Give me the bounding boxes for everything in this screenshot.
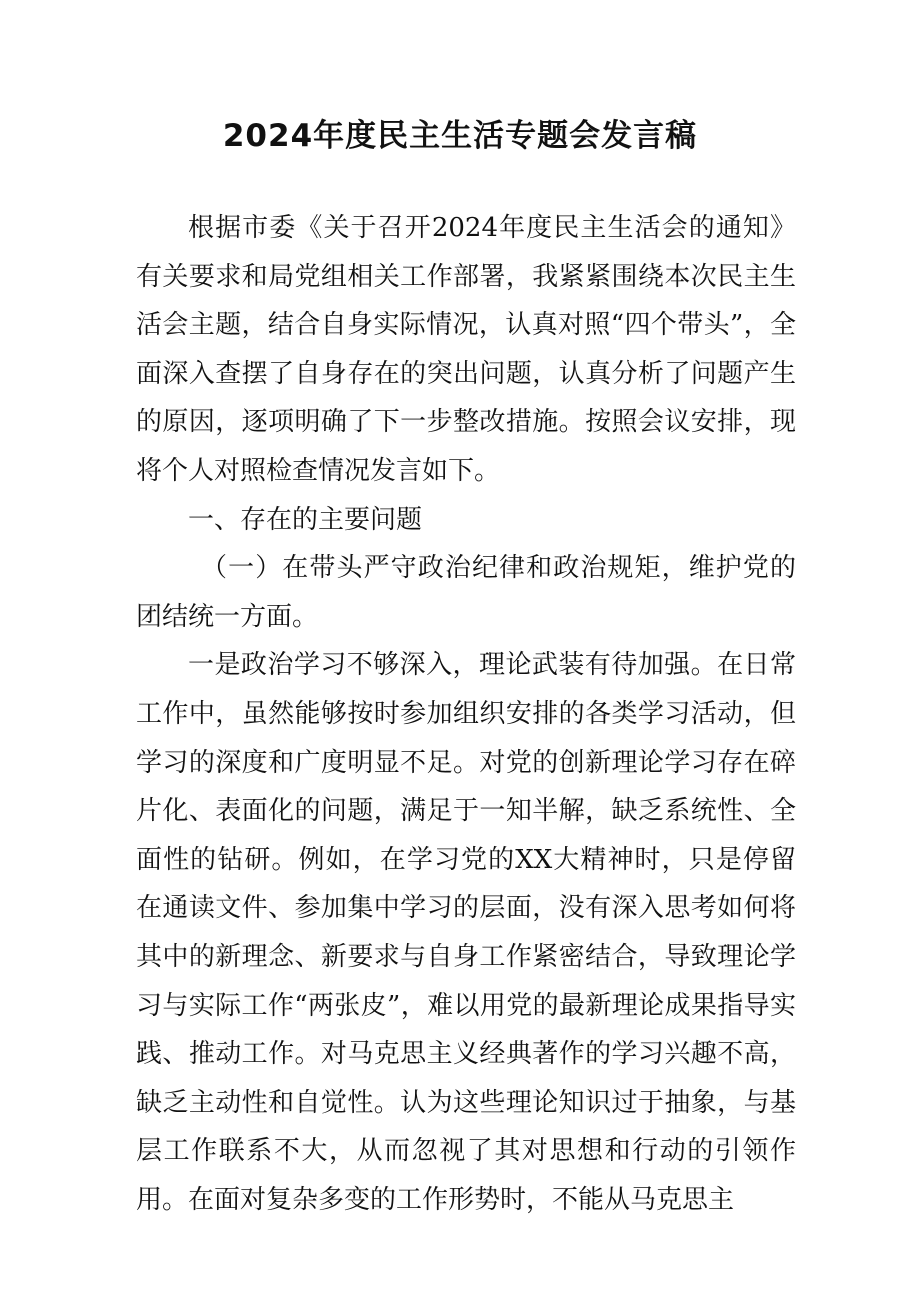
body-paragraph: 一是政治学习不够深入，理论武装有待加强。在日常工作中，虽然能够按时参加组织安排的各类学习活动，但学习的深度和广度明显不足。对党的创新理论学习存在碎片化、表面化的问题，满足于一知半解，缺乏系统性、全面性的钻研。例如，在学习党的XX大精神时，只是停留在通读文件、参加集中学习的层面，没有深入思考如何将其中的新理念、新要求与自身工作紧密结合，导致理论学习与实际工作“两张皮”，难以用党的最新理论成果指导实践、推动工作。对马克思主义经典著作的学习兴趣不高，缺乏主动性和自觉性。认为这些理论知识过于抽象，与基层工作联系不大，从而忽视了其对思想和行动的引领作用。在面对复杂多变的工作形势时，不能从马克思主 [136, 650, 796, 1215]
section-heading: 一、存在的主要问题 [188, 504, 423, 535]
document-title: 2024年度民主生活专题会发言稿 [222, 118, 698, 154]
intro-paragraph: 根据市委《关于召开2024年度民主生活会的通知》有关要求和局党组相关工作部署，我紧紧围绕本次民主生活会主题，结合自身实际情况，认真对照“四个带头”，全面深入查摆了自身存在的突出问题，认真分析了问题产生的原因，逐项明确了下一步整改措施。按照会议安排，现将个人对照检查情况发言如下。 [136, 213, 796, 486]
document-body [136, 204, 796, 1224]
subsection-heading: （一）在带头严守政治纪律和政治规矩，维护党的团结统一方面。 [136, 553, 796, 632]
